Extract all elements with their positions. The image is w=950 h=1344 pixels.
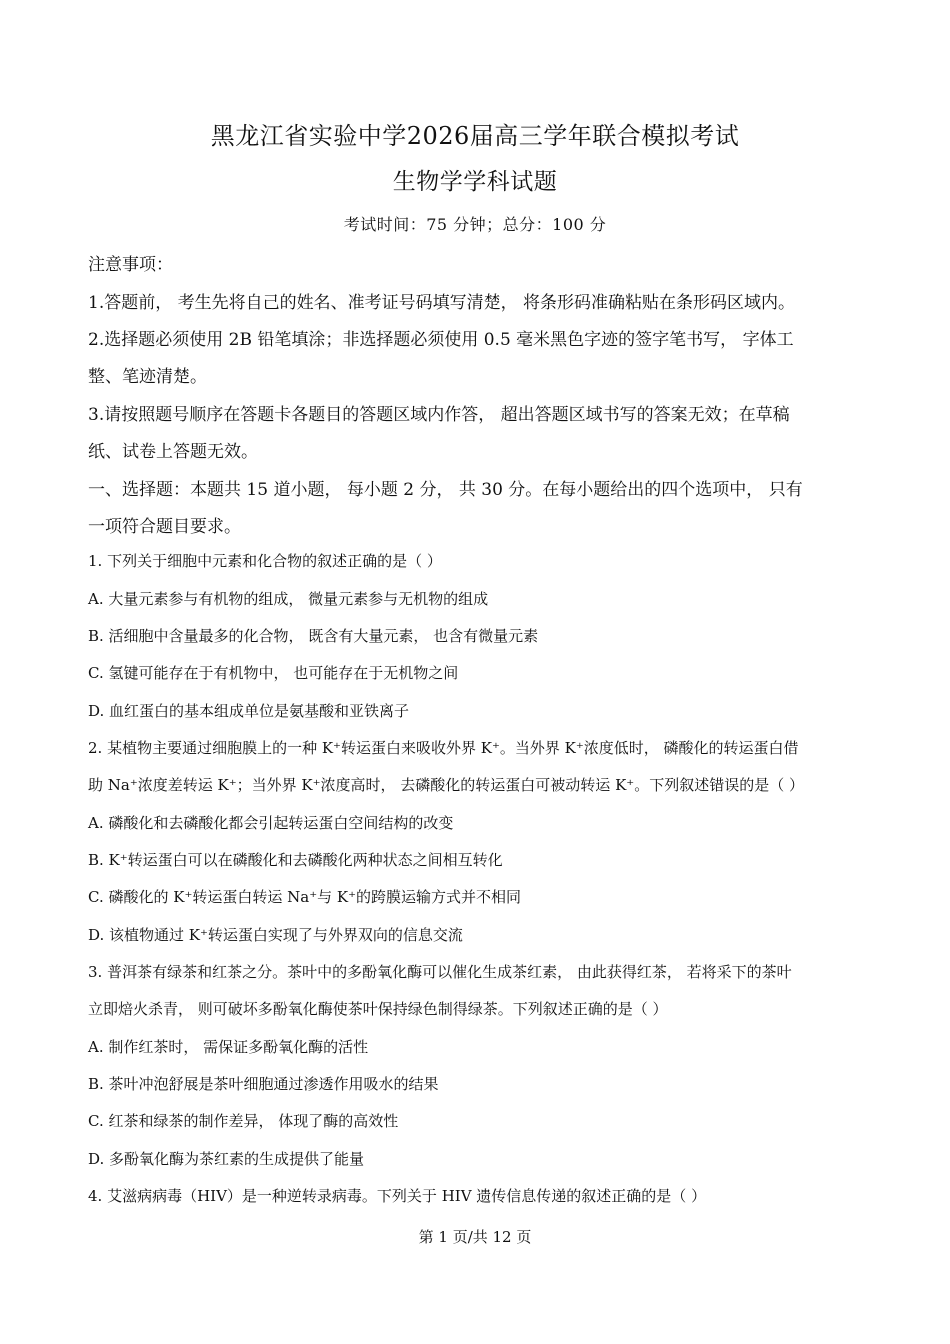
page-number: 第 1 页/共 12 页	[418, 1228, 532, 1246]
note-line: 纸、试卷上答题无效。	[88, 442, 258, 462]
q1-option-a: A. 大量元素参与有机物的组成， 微量元素参与无机物的组成	[88, 590, 489, 608]
q1-option-b: B. 活细胞中含量最多的化合物， 既含有大量元素， 也含有微量元素	[88, 627, 539, 645]
note-line: 2.选择题必须使用 2B 铅笔填涂；非选择题必须使用 0.5 毫米黑色字迹的签字笔书写， 字体工	[88, 330, 794, 350]
q1-option-c: C. 氢键可能存在于有机物中， 也可能存在于无机物之间	[88, 664, 459, 682]
q3-option-b: B. 茶叶冲泡舒展是茶叶细胞通过渗透作用吸水的结果	[88, 1075, 439, 1093]
q2-option-b: B. K⁺转运蛋白可以在磷酸化和去磷酸化两种状态之间相互转化	[88, 851, 503, 869]
question-2-cont: 助 Na⁺浓度差转运 K⁺；当外界 K⁺浓度高时， 去磷酸化的转运蛋白可被动转运 K⁺。下列叙述错误的是（ ）	[88, 776, 804, 794]
question-4: 4. 艾滋病病毒（HIV）是一种逆转录病毒。下列关于 HIV 遗传信息传递的叙述正确的是（ ）	[88, 1187, 707, 1205]
question-2: 2. 某植物主要通过细胞膜上的一种 K⁺转运蛋白来吸收外界 K⁺。当外界 K⁺浓度低时， 磷酸化的转运蛋白借	[88, 739, 799, 757]
exam-subtitle: 生物学学科试题	[392, 169, 558, 195]
section-heading-cont: 一项符合题目要求。	[88, 517, 241, 537]
note-line: 1.答题前， 考生先将自己的姓名、准考证号码填写清楚， 将条形码准确粘贴在条形码区域内。	[88, 293, 796, 313]
exam-title: 黑龙江省实验中学2026届高三学年联合模拟考试	[210, 122, 740, 150]
question-1: 1. 下列关于细胞中元素和化合物的叙述正确的是（ ）	[88, 552, 442, 570]
question-3: 3. 普洱茶有绿茶和红茶之分。茶叶中的多酚氧化酶可以催化生成茶红素， 由此获得红茶， 若将采下的茶叶	[88, 963, 792, 981]
question-3-cont: 立即焙火杀青， 则可破坏多酚氧化酶使茶叶保持绿色制得绿茶。下列叙述正确的是（ ）	[88, 1000, 668, 1018]
q2-option-d: D. 该植物通过 K⁺转运蛋白实现了与外界双向的信息交流	[88, 926, 463, 944]
section-heading: 一、选择题：本题共 15 道小题， 每小题 2 分， 共 30 分。在每小题给出的四个选项中， 只有	[88, 480, 803, 500]
notes-heading: 注意事项：	[88, 255, 173, 275]
q3-option-a: A. 制作红茶时， 需保证多酚氧化酶的活性	[88, 1038, 369, 1056]
q3-option-c: C. 红茶和绿茶的制作差异， 体现了酶的高效性	[88, 1112, 399, 1130]
q2-option-a: A. 磷酸化和去磷酸化都会引起转运蛋白空间结构的改变	[88, 814, 454, 832]
q2-option-c: C. 磷酸化的 K⁺转运蛋白转运 Na⁺与 K⁺的跨膜运输方式并不相同	[88, 888, 522, 906]
q3-option-d: D. 多酚氧化酶为茶红素的生成提供了能量	[88, 1150, 365, 1168]
note-line: 3.请按照题号顺序在答题卡各题目的答题区域内作答， 超出答题区域书写的答案无效；在草稿	[88, 405, 790, 425]
note-line: 整、笔迹清楚。	[88, 367, 207, 387]
exam-info: 考试时间：75 分钟；总分：100 分	[343, 215, 607, 234]
q1-option-d: D. 血红蛋白的基本组成单位是氨基酸和亚铁离子	[88, 702, 410, 720]
